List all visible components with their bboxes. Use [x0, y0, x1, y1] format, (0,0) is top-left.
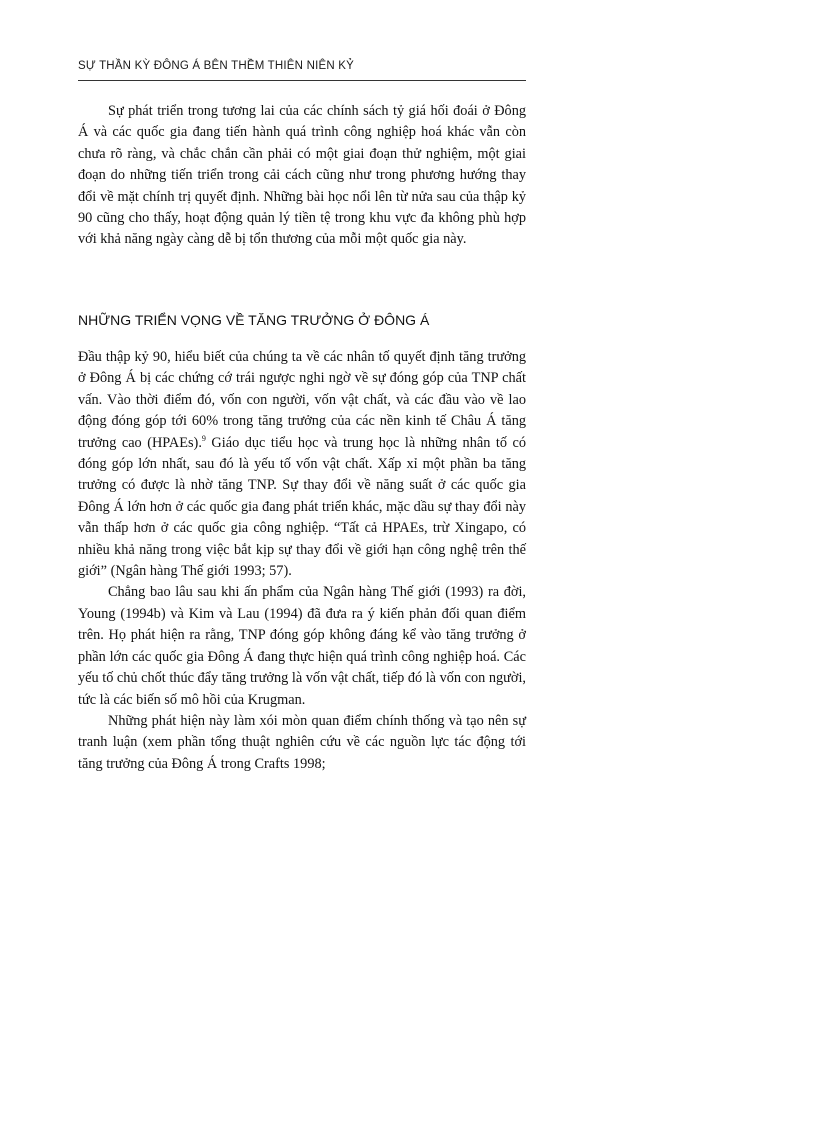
header-rule [78, 80, 526, 81]
body-paragraph-2: Chẳng bao lâu sau khi ấn phẩm của Ngân hàng Thế giới (1993) ra đời, Young (1994b) và Kim và Lau (1994) đã đưa ra ý kiến phản đối quan điểm trên. Họ phát hiện ra rằng, TNP đóng góp không đáng kể vào tăng trưởng ở phần lớn các quốc gia Đông Á đang thực hiện quá trình công nghiệp hoá. Các yếu tố chủ chốt thúc đẩy tăng trưởng là vốn vật chất, tiếp đó là vốn con người, tức là các biến số mô hồi của Krugman. [78, 584, 526, 708]
body-paragraph-1-text-a: Đầu thập kỷ 90, hiểu biết của chúng ta về các nhân tố quyết định tăng trưởng ở Đông Á bị các chứng cớ trái ngược nghi ngờ về sự đóng góp của TNP chất vấn. Vào thời điểm đó, vốn con người, vốn vật chất, và các đầu vào về lao động đóng góp tới 60% trong tăng trưởng của các nền kinh tế Châu Á tăng trưởng cao (HPAEs). [78, 349, 526, 451]
intro-section [78, 101, 526, 251]
intro-paragraph: Sự phát triển trong tương lai của các chính sách tỷ giá hối đoái ở Đông Á và các quốc gia đang tiến hành quá trình công nghiệp hoá khác vẫn còn chưa rõ ràng, và chắc chắn cần phải có một giai đoạn thử nghiệm, một giai đoạn do những tiến triển trong cải cách cũng như trong phương hướng thay đổi về mặt chính trị quyết định. Những bài học nổi lên từ nửa sau của thập kỷ 90 cũng cho thấy, hoạt động quản lý tiền tệ trong khu vực đa không phù hợp với khả năng ngày càng dễ bị tổn thương của mỗi một quốc gia này. [78, 103, 526, 248]
body-paragraph-1-text-b: Giáo dục tiểu học và trung học là những nhân tố có đóng góp lớn nhất, sau đó là yếu tố vốn vật chất. Xấp xỉ một phần ba tăng trưởng có được là nhờ tăng TNP. Sự thay đổi về năng suất ở các quốc gia Đông Á lớn hơn ở các quốc gia đang phát triển khác, mặc dầu sự thay đổi này vẫn thấp hơn ở các quốc gia công nghiệp. “Tất cả HPAEs, trừ Xingapo, có nhiều khả năng trong việc bắt kịp sự thay đổi về giới hạn công nghệ trên thế giới” (Ngân hàng Thế giới 1993; 57). [78, 434, 526, 580]
footnote-marker: 9 [201, 433, 206, 443]
section-body [78, 347, 526, 775]
section-heading: NHỮNG TRIỂN VỌNG VỀ TĂNG TRƯỞNG Ở ĐÔNG Á [78, 312, 430, 328]
body-paragraph-3: Những phát hiện này làm xói mòn quan điểm chính thống và tạo nên sự tranh luận (xem phần tổng thuật nghiên cứu về các nguồn lực tác động tới tăng trưởng của Đông Á trong Crafts 1998; [78, 712, 526, 772]
body-paragraph-1 [78, 347, 526, 582]
running-head: SỰ THẦN KỲ ĐÔNG Á BÊN THỀM THIÊN NIÊN KỶ [78, 60, 354, 72]
